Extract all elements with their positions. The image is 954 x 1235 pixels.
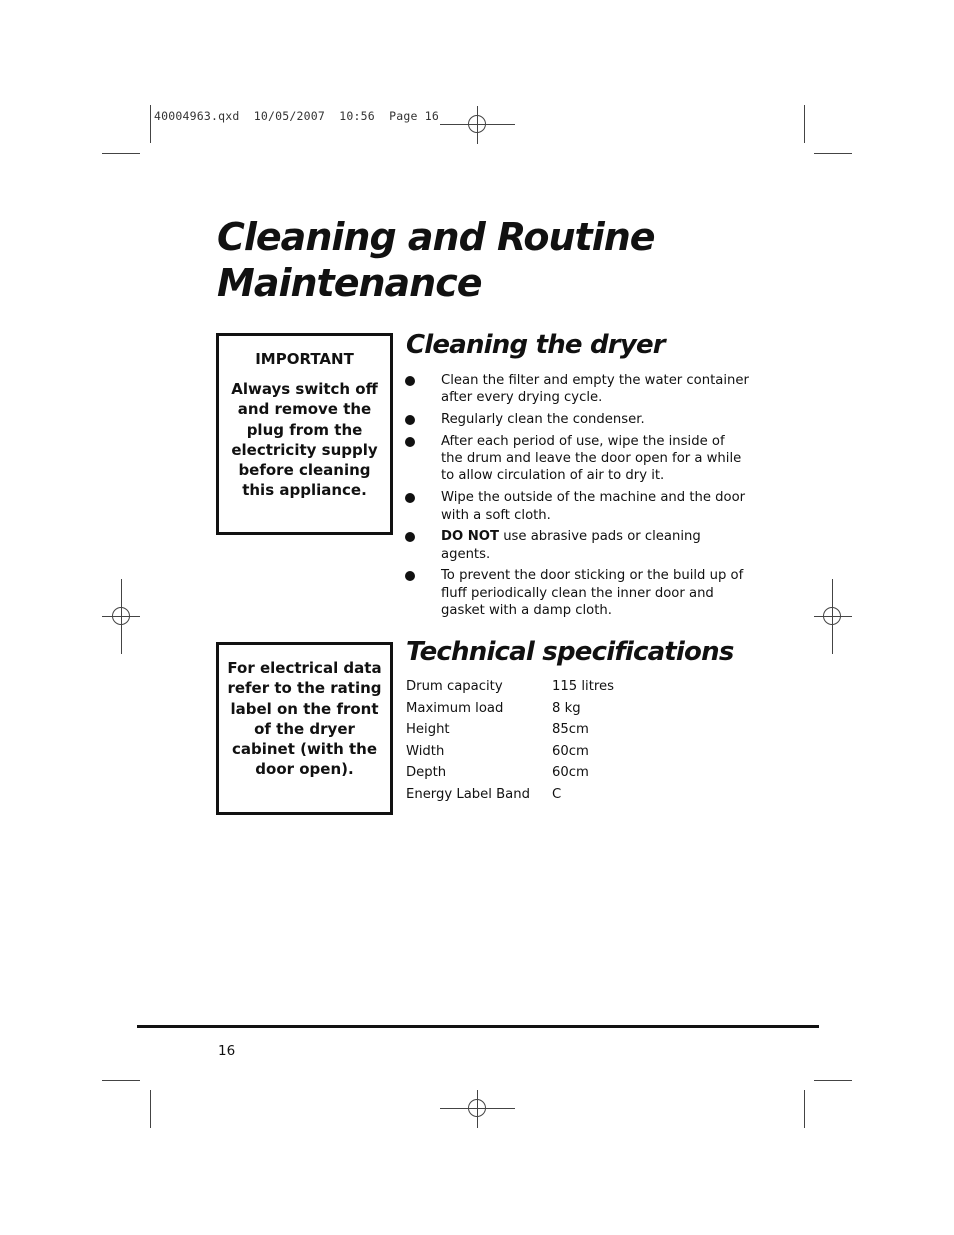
spec-label: Drum capacity [406, 679, 503, 694]
list-item [405, 433, 750, 485]
page-title [217, 214, 655, 306]
bullet-icon [405, 532, 415, 542]
crop-mark [150, 105, 151, 143]
specs-heading: Technical specifications [406, 637, 734, 667]
table-row [406, 678, 614, 700]
crop-mark [814, 153, 852, 154]
crop-mark [804, 105, 805, 143]
bullet-icon [405, 415, 415, 425]
bullet-icon [405, 493, 415, 503]
spec-value: 8 kg [552, 700, 581, 716]
list-item-text: After each period of use, wipe the inside of the drum and leave the door open for a while to allow circulation of air to dry it. [441, 433, 742, 484]
spec-value: 115 litres [552, 679, 614, 694]
list-item-text: Regularly clean the condenser. [441, 412, 645, 428]
list-item [405, 489, 750, 524]
print-slug: 40004963.qxd 10/05/2007 10:56 Page 16 [154, 109, 439, 123]
important-heading: IMPORTANT [255, 350, 354, 368]
spec-label: Maximum load [406, 700, 504, 716]
spec-label: Energy Label Band [406, 786, 530, 802]
list-item [405, 528, 750, 563]
table-row [406, 764, 614, 786]
registration-circle-icon [468, 1099, 486, 1117]
spec-value: C [552, 786, 562, 802]
crop-mark [804, 1090, 805, 1128]
list-item [405, 567, 750, 619]
bullet-icon [405, 571, 415, 581]
page-number: 16 [218, 1043, 236, 1059]
list-item [405, 411, 750, 428]
spec-value: 85cm [552, 722, 589, 737]
page-title-line2: Maintenance [217, 261, 482, 305]
spec-label: Depth [406, 765, 447, 780]
crop-mark [150, 1090, 151, 1128]
list-item-emphasis: DO NOT [441, 529, 499, 545]
registration-circle-icon [112, 607, 130, 625]
crop-mark [814, 1080, 852, 1081]
registration-circle-icon [823, 607, 841, 625]
table-row [406, 786, 614, 808]
list-item-text: Wipe the outside of the machine and the door with a soft cloth. [441, 490, 746, 523]
table-row [406, 721, 614, 743]
table-row [406, 700, 614, 722]
list-item-text: To prevent the door sticking or the build up of fluff periodically clean the inner door and gasket with a damp cloth. [441, 568, 744, 619]
specs-table [406, 678, 614, 807]
list-item-text: use abrasive pads or cleaning agents. [441, 529, 701, 562]
important-text: Always switch off and remove the plug from the electricity supply before cleaning this appliance. [231, 380, 378, 500]
bullet-icon [405, 376, 415, 386]
table-row [406, 743, 614, 765]
important-box [216, 333, 393, 535]
cleaning-heading: Cleaning the dryer [406, 330, 665, 360]
footer-rule [137, 1025, 819, 1028]
spec-value: 60cm [552, 743, 589, 759]
electrical-data-text: For electrical data refer to the rating label on the front of the dryer cabinet (with the door open). [227, 659, 382, 779]
list-item-text: Clean the filter and empty the water container after every drying cycle. [441, 373, 749, 406]
registration-circle-icon [468, 115, 486, 133]
crop-mark [102, 1080, 140, 1081]
cleaning-list [405, 372, 750, 624]
page-title-line1: Cleaning and Routine [217, 215, 655, 259]
spec-value: 60cm [552, 765, 589, 780]
bullet-icon [405, 437, 415, 447]
electrical-data-box [216, 642, 393, 815]
list-item [405, 372, 750, 407]
spec-label: Width [406, 743, 445, 759]
spec-label: Height [406, 722, 450, 737]
crop-mark [102, 153, 140, 154]
